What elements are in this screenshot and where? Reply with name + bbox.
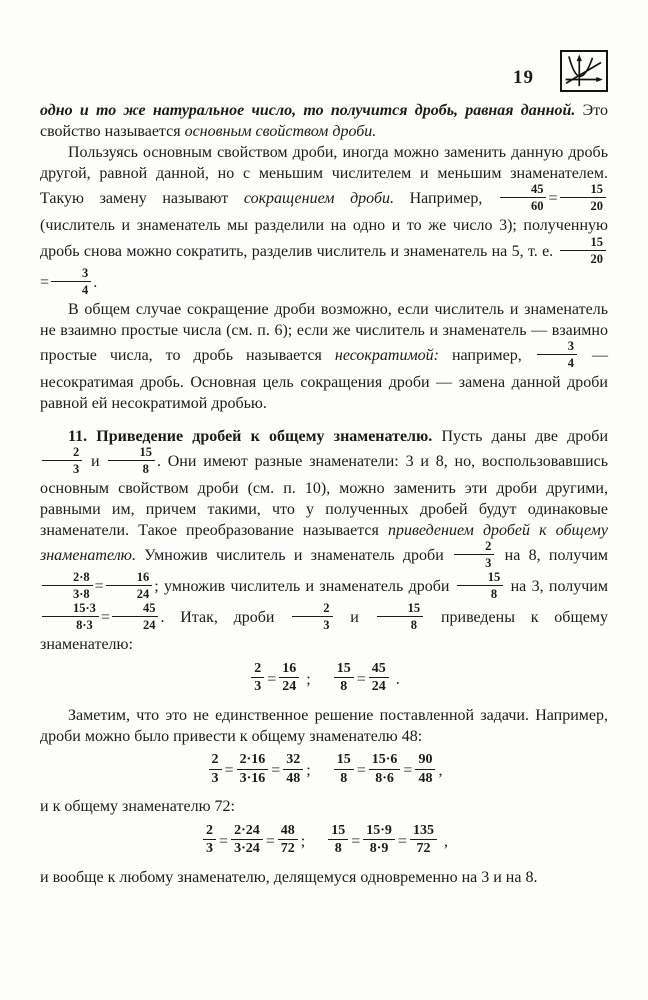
para-common-72 [40,796,608,817]
equation-common-72 [40,822,608,859]
text-segment: = [548,190,558,208]
fraction-numerator: 2 [292,601,332,617]
fraction [415,752,435,786]
fraction-denominator: 3 [206,841,214,857]
text-segment: и [84,453,107,471]
text-segment: = [224,761,234,779]
text-segment: Например, [394,190,498,208]
text-segment: и к общему знаменателю 72: [40,798,235,816]
fraction [106,570,153,601]
page-number: 19 [513,67,534,88]
fraction-denominator: 3 [485,556,492,571]
fraction-denominator: 3 [73,462,80,477]
fraction-numerator: 16 [106,570,153,586]
para-any-denominator [40,867,608,888]
fraction [51,266,91,297]
text-segment: В общем случае сокращение дроби возможно, если числитель и знаменатель не взаимно простые числа (см. п. 6); если же числитель и знаменатель — взаимно простые числа, то дробь называется [40,300,608,364]
fraction-numerator: 2 [454,539,494,555]
fraction [278,823,298,857]
fraction-denominator: 24 [371,679,386,695]
text-segment: = [40,273,50,291]
fraction-denominator: 8·6 [375,770,394,786]
text-segment: = [219,832,229,850]
fraction [42,570,93,601]
text-segment: = [356,670,366,688]
fraction-denominator: 48 [286,770,301,786]
fraction [231,823,263,857]
text-segment: приведены к общему знаменателю: [40,609,608,654]
fraction-denominator: 8·3 [76,618,93,633]
fraction-numerator: 15 [457,570,504,586]
para-property-end [40,100,608,142]
text-segment: . [391,670,400,688]
fraction-numerator: 3 [537,339,577,355]
fraction [209,752,222,786]
fraction-denominator: 3·16 [239,770,266,786]
graph-icon-drawing [564,54,604,88]
text-segment: ; [306,761,331,779]
fraction-numerator: 15 [328,823,348,841]
fraction-denominator: 3·8 [73,587,90,602]
fraction [112,601,159,632]
fraction-numerator: 32 [283,752,303,770]
fraction-denominator: 8 [334,841,342,857]
fraction-numerator: 15·6 [369,752,401,770]
text-segment: Заметим, что это не единственное решение поставленной задачи. Например, дроби можно было привести к общему знаменателю 48: [40,706,608,745]
text-segment: одно и то же натуральное число, то получится дробь, равная данной. [40,102,576,119]
text-segment: — несократимая дробь. Основная цель сокращения дроби — замена данной дроби равной ей несократимой дробью. [40,346,608,412]
fraction-denominator: 3 [254,679,262,695]
fraction-denominator: 72 [416,841,431,857]
fraction-denominator: 20 [590,199,603,214]
fraction [363,823,395,857]
fraction-numerator: 45 [112,601,159,617]
para-section-11 [40,426,608,656]
text-segment: = [356,761,366,779]
fraction [500,182,547,213]
fraction [369,661,389,695]
fraction [377,601,424,632]
fraction-denominator: 8 [410,618,418,633]
fraction [560,235,607,266]
text-segment: приведением дробей к общему знаменателю. [40,522,608,565]
fraction-numerator: 2·8 [42,570,93,586]
text-segment: ; [300,832,326,850]
text-segment: = [265,832,275,850]
fraction [279,661,299,695]
fraction-denominator: 4 [567,355,575,370]
text-segment: = [94,578,104,596]
text-segment: на 8, получим [496,547,608,565]
fraction-denominator: 48 [418,770,433,786]
fraction-denominator: 24 [142,618,156,633]
text-segment: = [267,670,277,688]
text-segment: и [334,609,375,627]
text-segment: например, [439,346,535,364]
text-segment: и вообще к любому знаменателю, делящемуся одновременно на 3 и на 8. [40,868,538,886]
fraction [369,752,401,786]
text-segment: Пусть даны две дроби [432,427,609,445]
fraction-denominator: 24 [136,587,150,602]
fraction-numerator: 135 [410,823,437,841]
fraction [560,182,607,213]
page-content [40,100,608,888]
fraction-denominator: 72 [280,841,295,857]
equation-common-24 [40,660,608,697]
fraction [203,823,216,857]
fraction-denominator: 3·24 [234,841,260,857]
para-reduction [40,142,608,298]
fraction-numerator: 15·9 [363,823,395,841]
fraction-denominator: 8 [340,679,348,695]
fraction-numerator: 2 [203,823,216,841]
fraction-denominator: 8 [490,587,498,602]
fraction [537,339,577,370]
fraction-denominator: 8·9 [369,841,389,857]
fraction-numerator: 15 [108,445,155,461]
fraction [457,570,504,601]
fraction-numerator: 15 [334,752,354,770]
text-segment: сокращением дроби. [243,190,394,208]
fraction-numerator: 2·16 [237,752,269,770]
fraction-numerator: 48 [278,823,298,841]
fraction [237,752,269,786]
text-segment: , [438,761,443,779]
fraction [251,661,264,695]
fraction-numerator: 15 [334,661,354,679]
text-segment: на 3, получим [505,578,608,596]
text-segment: (числитель и знаменатель мы разделили на одно и то же число 3); полученную дробь снова можно сократить, разделив числитель и знаменатель на 5, т. е. [40,217,608,260]
text-segment: = [100,609,110,627]
fraction [42,601,99,632]
text-segment: 11. Приведение дробей к общему знаменателю. [68,427,433,445]
fraction-numerator: 90 [415,752,435,770]
fraction-numerator: 3 [51,266,91,282]
fraction [334,661,354,695]
fraction [292,601,332,632]
fraction-numerator: 15 [377,601,424,617]
fraction-numerator: 2 [209,752,222,770]
equation-common-48 [40,754,608,788]
fraction-denominator: 60 [530,199,544,214]
fraction [328,823,348,857]
text-segment: . Они имеют разные знаменатели: 3 и 8, но, воспользовавшись основным свойством дроби (см. п. 10), можно заменить эти дроби другими, равными им, причем такими, что у полученных дробей будут одинаковые знаменатели. Такое преобразование называется [40,453,609,540]
fraction-numerator: 45 [500,182,547,198]
text-segment: = [271,761,281,779]
text-segment: ; умножив числитель и знаменатель дроби [154,578,455,596]
page-header [40,46,608,92]
fraction [42,445,82,476]
text-segment: Пользуясь основным свойством дроби, иногда можно заменить данную дробь другой, равной данной, но с меньшим числителем и меньшим знаменателем. Такую замену называют [40,144,608,208]
text-segment: = [403,761,413,779]
fraction [454,539,494,570]
fraction-denominator: 4 [82,282,89,297]
fraction-denominator: 24 [282,679,297,695]
text-segment: . Итак, дроби [160,609,291,627]
fraction [283,752,303,786]
fraction-numerator: 2 [42,445,82,461]
fraction-numerator: 45 [369,661,389,679]
text-segment: = [397,832,407,850]
fraction-denominator: 3 [211,770,219,786]
fraction-denominator: 8 [340,770,348,786]
fraction-numerator: 15 [560,182,607,198]
fraction-denominator: 3 [323,618,330,633]
fraction-numerator: 15 [560,235,607,251]
fraction [334,752,354,786]
text-segment: ; [302,670,331,688]
fraction-numerator: 2·24 [231,823,263,841]
text-segment: . [93,273,98,291]
fraction-numerator: 16 [279,661,299,679]
fraction-denominator: 8 [142,462,149,477]
text-segment: = [351,832,361,850]
fraction [108,445,155,476]
fraction [410,823,437,857]
text-segment: несократимой: [334,346,439,364]
graph-parabola-axes-icon [560,50,608,92]
text-segment: Умножив числитель и знаменатель дроби [135,547,453,565]
para-irreducible [40,299,608,414]
fraction-numerator: 15·3 [42,601,99,617]
text-segment: основным свойством дроби. [184,123,377,141]
text-segment: , [439,832,448,850]
fraction-numerator: 2 [251,661,264,679]
para-not-unique [40,705,608,747]
fraction-denominator: 20 [590,251,603,266]
text-segment: Это свойство называется [40,102,609,141]
